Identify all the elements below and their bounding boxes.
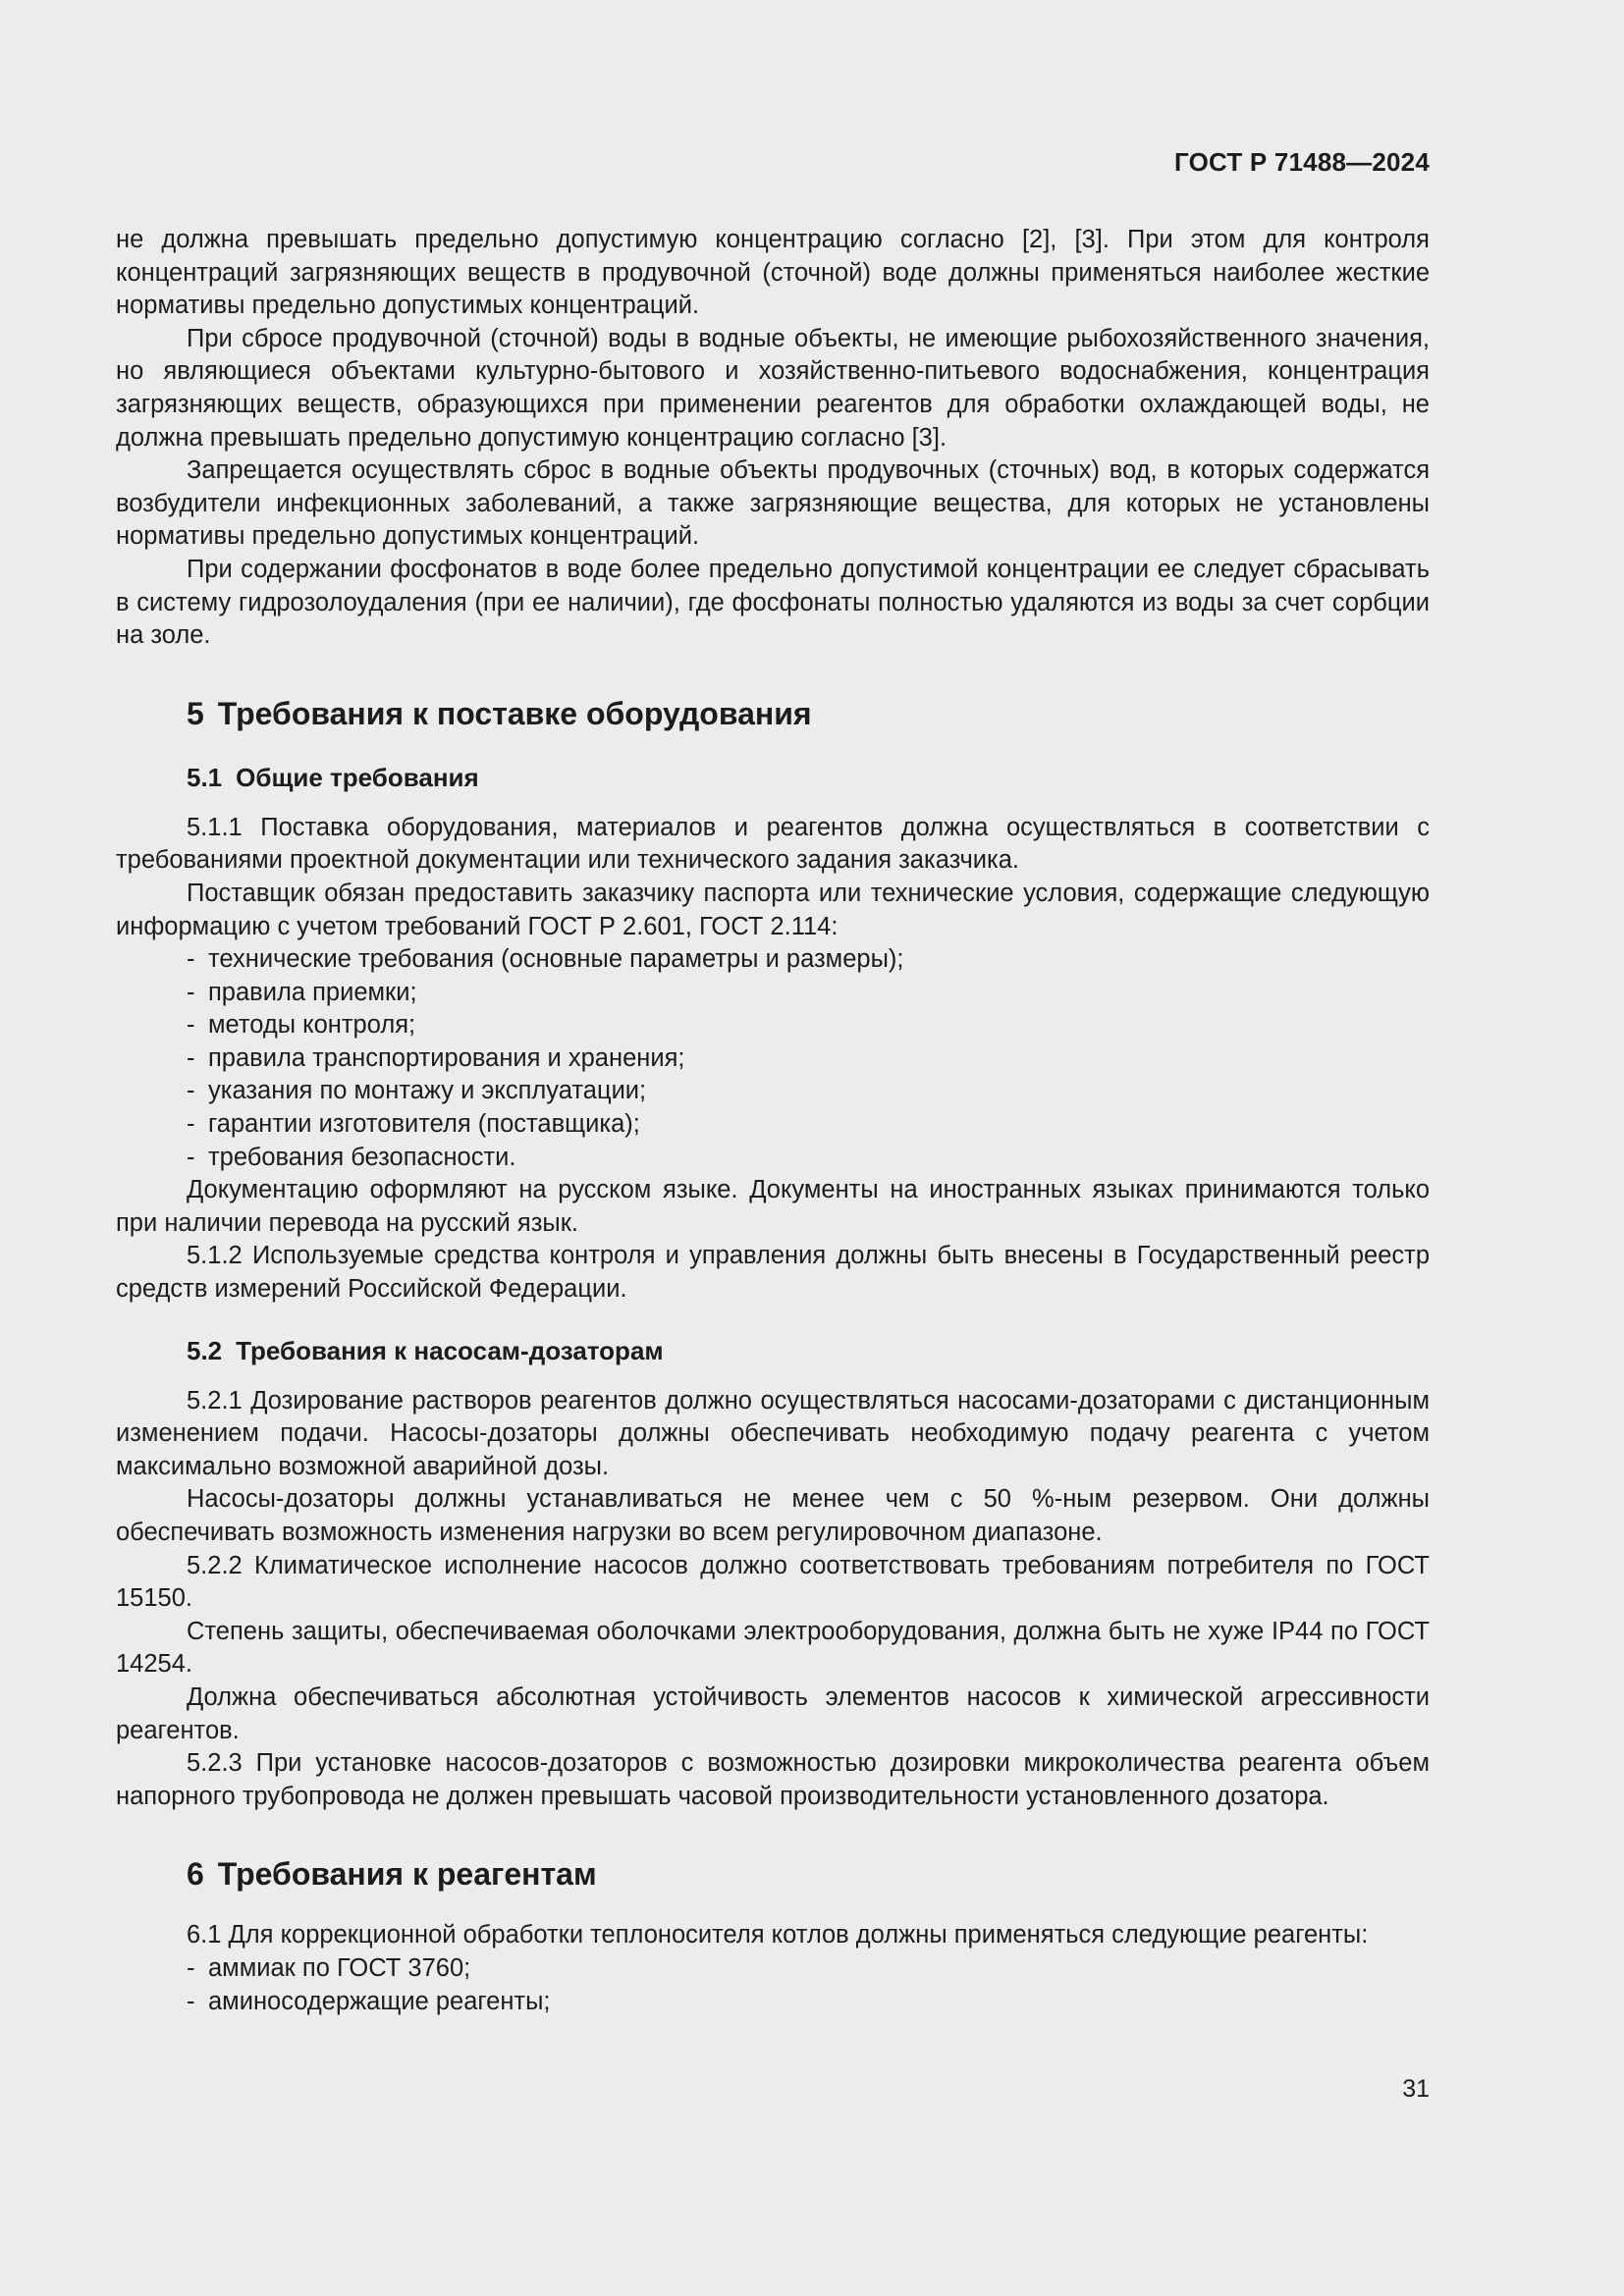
list-item: - гарантии изготовителя (поставщика); bbox=[187, 1110, 640, 1139]
list-item: - правила приемки; bbox=[187, 978, 417, 1006]
paragraph: 6.1 Для коррекционной обработки теплоносителя котлов должны применяться следующие реагенты: bbox=[187, 1921, 1369, 1949]
paragraph: 5.2.1 Дозирование растворов реагентов должно осуществляться насосами-дозаторами с дистанционным изменением подачи. Насосы-дозаторы должны обеспечивать необходимую подачу реагента с учетом максимально возможной аварийной дозы. bbox=[116, 1386, 1430, 1480]
section-number: 6 bbox=[187, 1856, 204, 1893]
paragraph: 5.2.3 При установке насосов-дозаторов с возможностью дозировки микроколичества реагента объем напорного трубопровода не должен превышать часовой производительности установленного дозатора. bbox=[116, 1749, 1430, 1810]
subsection-title: Требования к насосам-дозаторам bbox=[236, 1335, 664, 1365]
subsection-title: Общие требования bbox=[236, 762, 479, 792]
subsection-heading-5-1 bbox=[187, 761, 1430, 794]
paragraph: Степень защиты, обеспечиваемая оболочками электрооборудования, должна быть не хуже IP44 по ГОСТ 14254. bbox=[116, 1617, 1430, 1679]
section-title: Требования к поставке оборудования bbox=[217, 695, 812, 731]
paragraph: 5.1.2 Используемые средства контроля и управления должны быть внесены в Государственный реестр средств измерений Российской Федерации. bbox=[116, 1242, 1430, 1304]
paragraph: Запрещается осуществлять сброс в водные объекты продувочных (сточных) вод, в которых содержатся возбудители инфекционных заболеваний, а также загрязняющие вещества, для которых не установлены нормативы предельно допустимых концентраций. bbox=[116, 456, 1430, 551]
paragraph: Документацию оформляют на русском языке. Документы на иностранных языках принимаются только при наличии перевода на русский язык. bbox=[116, 1176, 1430, 1237]
paragraph: Насосы-дозаторы должны устанавливаться не менее чем с 50 %-ным резервом. Они должны обеспечивать возможность изменения нагрузки во всем регулировочном диапазоне. bbox=[116, 1485, 1430, 1546]
reagents-list bbox=[116, 1952, 1430, 2018]
list-item: - требования безопасности. bbox=[187, 1143, 516, 1171]
paragraph: 5.1.1 Поставка оборудования, материалов и реагентов должна осуществляться в соответствии с требованиями проектной документации или технического задания заказчика. bbox=[116, 813, 1430, 875]
paragraph: При содержании фосфонатов в воде более предельно допустимой концентрации ее следует сбрасывать в систему гидрозолоудаления (при ее наличии), где фосфонаты полностью удаляются из воды за счет сорбции на золе. bbox=[116, 555, 1430, 650]
list-item: - аминосодержащие реагенты; bbox=[187, 1987, 551, 2015]
subsection-number: 5.2 bbox=[187, 1335, 223, 1365]
paragraph: Поставщик обязан предоставить заказчику паспорта или технические условия, содержащие следующую информацию с учетом требований ГОСТ Р 2.601, ГОСТ 2.114: bbox=[116, 879, 1430, 940]
list-item: - технические требования (основные параметры и размеры); bbox=[187, 945, 904, 974]
page-content bbox=[116, 224, 1430, 2018]
document-header: ГОСТ Р 71488—2024 bbox=[1174, 147, 1430, 177]
subsection-number: 5.1 bbox=[187, 762, 223, 792]
paragraph: не должна превышать предельно допустимую концентрацию согласно [2], [3]. При этом для контроля концентраций загрязняющих веществ в продувочной (сточной) воде должны применяться наиболее жесткие нормативы предельно допустимых концентраций. bbox=[116, 226, 1430, 320]
list-item: - аммиак по ГОСТ 3760; bbox=[187, 1953, 471, 1982]
paragraph: Должна обеспечиваться абсолютная устойчивость элементов насосов к химической агрессивности реагентов. bbox=[116, 1682, 1430, 1744]
section-title: Требования к реагентам bbox=[217, 1856, 597, 1893]
section-heading-5 bbox=[187, 694, 1430, 733]
paragraph: При сбросе продувочной (сточной) воды в водные объекты, не имеющие рыбохозяйственного значения, но являющиеся объектами культурно-бытового и хозяйственно-питьевого водоснабжения, концентрация загрязняющих веществ, образующихся при применении реагентов для обработки охлаждающей воды, не должна превышать предельно допустимую концентрацию согласно [3]. bbox=[116, 324, 1430, 452]
list-item: - методы контроля; bbox=[187, 1011, 416, 1040]
page-number: 31 bbox=[1402, 2075, 1430, 2103]
paragraph: 5.2.2 Климатическое исполнение насосов должно соответствовать требованиям потребителя по ГОСТ 15150. bbox=[116, 1551, 1430, 1613]
list-item: - указания по монтажу и эксплуатации; bbox=[187, 1077, 647, 1105]
section-number: 5 bbox=[187, 695, 204, 731]
requirements-list bbox=[116, 943, 1430, 1174]
subsection-heading-5-2 bbox=[187, 1334, 1430, 1367]
list-item: - правила транспортирования и хранения; bbox=[187, 1043, 685, 1072]
section-heading-6 bbox=[187, 1854, 1430, 1894]
